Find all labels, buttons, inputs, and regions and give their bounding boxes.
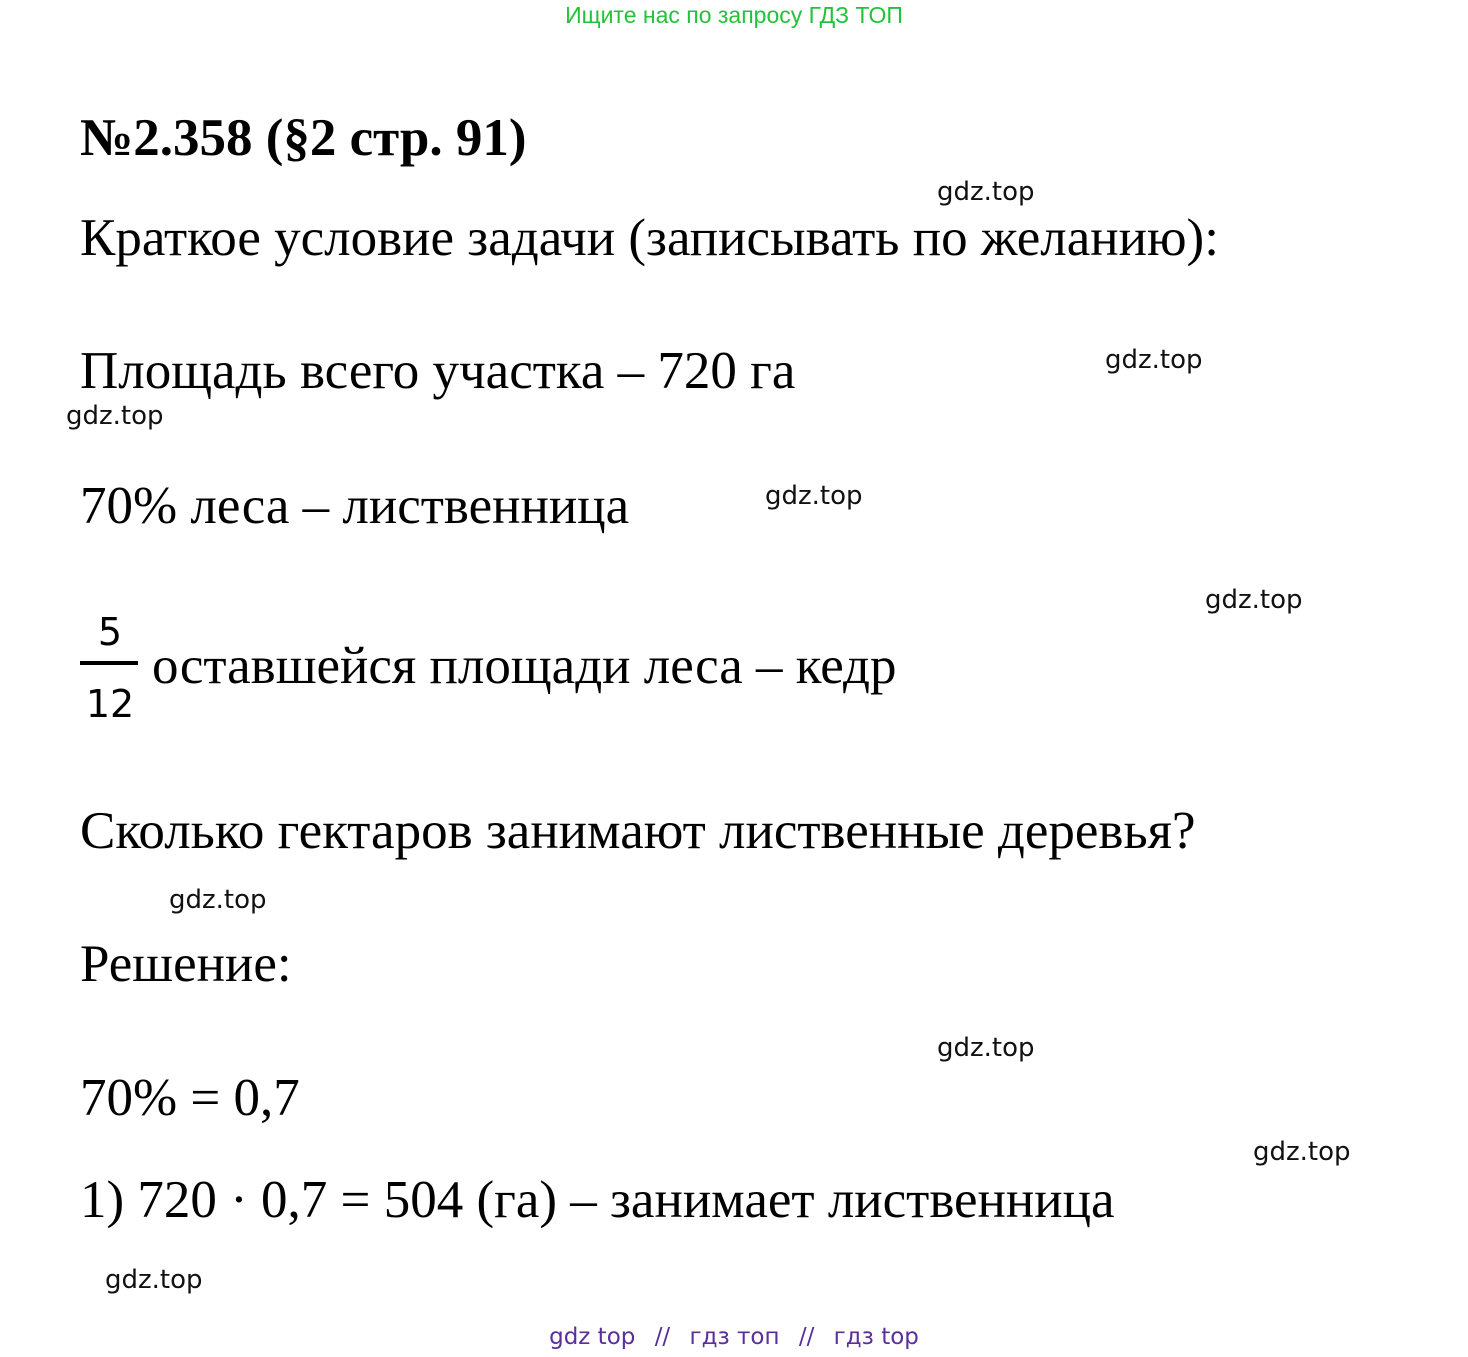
footer-separator: //	[654, 1324, 671, 1350]
watermark: gdz.top	[105, 1265, 203, 1295]
watermark: gdz.top	[1253, 1137, 1351, 1167]
percent-step: 70% = 0,7	[80, 1069, 300, 1127]
cedar-line: оставшейся площади леса – кедр	[152, 637, 897, 695]
watermark: gdz.top	[66, 401, 164, 431]
footer-link-gdz-top-mixed[interactable]: гдз top	[833, 1324, 919, 1350]
footer-link-gdz-top-ru[interactable]: гдз топ	[689, 1324, 780, 1350]
watermark: gdz.top	[1105, 345, 1203, 375]
top-banner[interactable]: Ищите нас по запросу ГДЗ ТОП	[565, 2, 903, 28]
footer-links	[0, 1322, 1468, 1352]
fraction-bar	[80, 661, 138, 665]
larch-line: 70% леса – лиственница	[80, 477, 630, 535]
question-line: Сколько гектаров занимают лиственные деревья?	[80, 802, 1196, 860]
condition-heading: Краткое условие задачи (записывать по желанию):	[80, 209, 1219, 267]
footer-separator: //	[798, 1324, 815, 1350]
fraction-denominator: 12	[85, 682, 135, 726]
fraction-numerator: 5	[97, 610, 123, 654]
area-line: Площадь всего участка – 720 га	[80, 342, 796, 400]
fraction-five-twelfths	[80, 606, 140, 734]
solution-heading: Решение:	[80, 935, 292, 993]
footer-link-gdz-top[interactable]: gdz top	[549, 1324, 636, 1350]
watermark: gdz.top	[937, 177, 1035, 207]
step-1: 1) 720 · 0,7 = 504 (га) – занимает лиственница	[80, 1171, 1115, 1229]
watermark: gdz.top	[1205, 585, 1303, 615]
watermark: gdz.top	[937, 1033, 1035, 1063]
page-title: №2.358 (§2 стр. 91)	[80, 109, 527, 167]
watermark: gdz.top	[765, 481, 863, 511]
watermark: gdz.top	[169, 885, 267, 915]
